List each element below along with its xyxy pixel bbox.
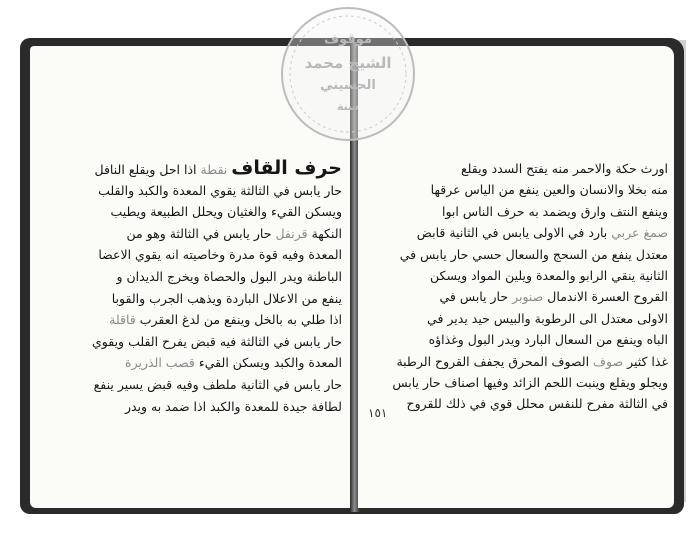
text-line: معتدل ينفع من السحج والسعال حسي حار يابس في bbox=[399, 246, 668, 262]
text-line: وينفع النتف وارق ويضمد به حرف الناس ابوا bbox=[442, 203, 668, 219]
entry-term: صنوبر bbox=[512, 289, 544, 305]
text-line: حار يابس في الثانية ملطف وفيه قبض يسير ينفع bbox=[93, 376, 342, 392]
seal-text: موقوف bbox=[324, 32, 372, 47]
line-text: النكهة bbox=[311, 225, 342, 241]
seal-text: سنة bbox=[337, 100, 359, 113]
text-line bbox=[42, 309, 342, 331]
text-line: الباه وينفع من السعال البارد ويدر البول وغذاؤه bbox=[428, 332, 668, 348]
text-line: حار يابس في الثالثة يقوي المعدة والكبد والقلب bbox=[98, 182, 342, 198]
chapter-heading: حرف القاف bbox=[231, 158, 342, 179]
ownership-seal bbox=[278, 4, 418, 144]
text-line: في الثالثة مفرح للنفس محلل قوي في ذلك للقروح bbox=[406, 396, 668, 412]
line-text: الصوف المحرق يجفف القروح الرطبة bbox=[396, 353, 590, 369]
text-line: الاولى معتدل الى الرطوبة والبيس حيد يدير في bbox=[427, 310, 668, 326]
text-line: المعدة وفيه قوة مدرة وخاصيته انه يقوي الاعضا bbox=[98, 247, 342, 263]
entry-term: قرنفل bbox=[275, 225, 308, 241]
text-line: الثانية ينقي الرابو والمعدة ويلين المواد ويسكن bbox=[430, 267, 668, 283]
text-line: ويجلو ويقلع وينبت اللحم الزائد وفيها اصناف حار يابس bbox=[392, 374, 668, 390]
right-page-text bbox=[370, 158, 668, 415]
text-line bbox=[370, 351, 668, 372]
line-text: اذا طلي به بالخل وينفع من لدغ العقرب bbox=[139, 312, 342, 328]
text-line bbox=[370, 222, 668, 243]
text-line: لطافة جيدة للمعدة والكبد اذا ضمد به ويدر bbox=[124, 398, 342, 414]
entry-term: صوف bbox=[593, 353, 624, 369]
entry-term: صمغ عربي bbox=[611, 225, 668, 241]
text-line bbox=[42, 223, 342, 245]
entry-term: قاقلة bbox=[109, 312, 136, 328]
line-text: حار يابس في bbox=[439, 289, 509, 305]
text-line: ويسكن القيء والغثيان ويحلل الطبيعة ويطيب bbox=[110, 204, 342, 220]
line-text: اذا احل ويقلع النافل bbox=[94, 162, 197, 177]
left-page-text bbox=[42, 158, 342, 417]
text-line bbox=[370, 286, 668, 307]
folio-number: ١٥١ bbox=[368, 406, 388, 420]
line-text: غذا كثير bbox=[627, 353, 668, 369]
entry-term: قصب الذريرة bbox=[125, 355, 195, 371]
margin-note: نقطة bbox=[200, 162, 228, 177]
text-line: منه بخلا والانسان والعين ينفع من الياس عرقها bbox=[430, 182, 668, 198]
seal-ring-icon bbox=[278, 4, 418, 144]
line-text: حار يابس في الثالثة وهو من bbox=[126, 225, 272, 241]
seal-text: الحسيني bbox=[320, 78, 376, 93]
seal-text: الشيخ محمد bbox=[304, 54, 392, 72]
text-line: الباطنة ويدر البول والحصاة ويخرج الديدان و bbox=[116, 268, 342, 284]
text-line bbox=[42, 158, 342, 180]
line-text: بارد في الاولى يابس في الثانية قابض bbox=[416, 225, 608, 241]
text-line: اورث حكة والاحمر منه يفتح السدد ويقلع bbox=[461, 161, 668, 176]
text-line: حار يابس في الثالثة فيه قبض يفرح القلب ويقوي bbox=[92, 333, 342, 349]
line-text: القروح العسرة الاندمال bbox=[547, 289, 668, 305]
text-line: ينفع من الاعلال الباردة ويذهب الجرب والقوبا bbox=[111, 290, 342, 306]
text-line bbox=[42, 352, 342, 374]
line-text: المعدة والكبد ويسكن القيء bbox=[198, 355, 342, 371]
